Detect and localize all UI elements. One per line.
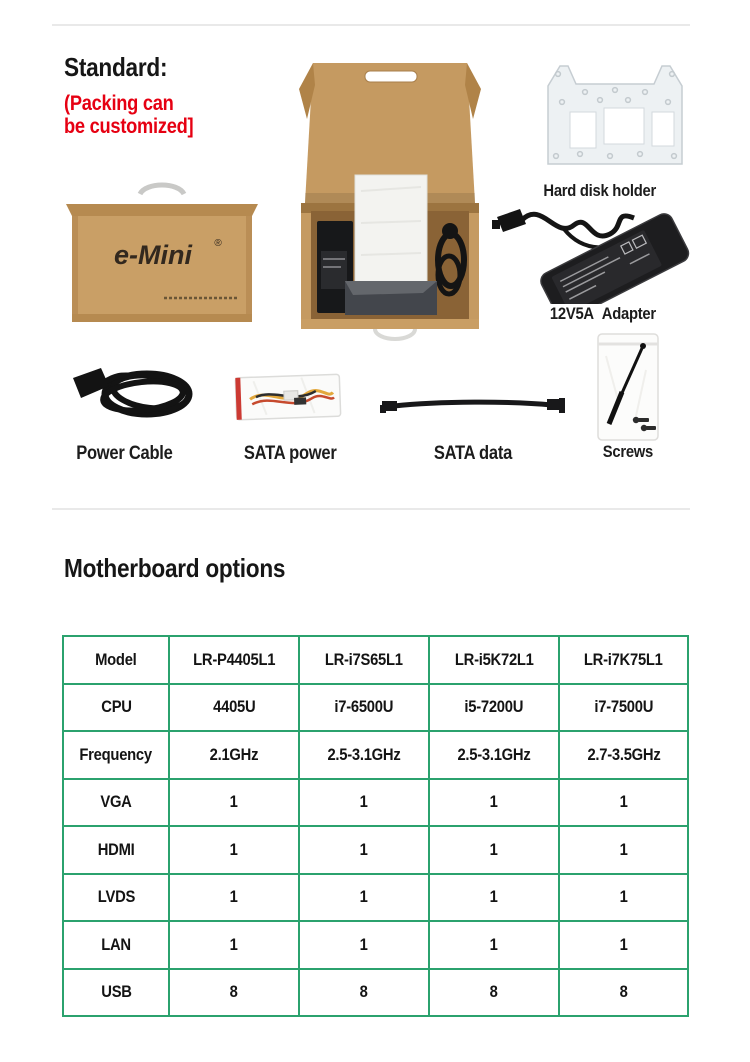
spec-row-label: VGA [63,779,169,827]
power-cable-label: Power Cable [76,443,173,464]
spec-row-cpu [63,684,688,732]
spec-value-cell: i5-7200U [429,684,559,732]
spec-table-header-row [63,636,688,684]
spec-value-cell: 1 [429,826,559,874]
sata-power-label: SATA power [244,443,337,464]
spec-row-label: HDMI [63,826,169,874]
adapter-cable [522,214,634,236]
spec-value-cell: 1 [559,921,688,969]
sata-cable [394,402,552,406]
spec-value-cell: 8 [559,969,688,1017]
spec-value-cell: 1 [169,779,299,827]
section-divider-top [52,24,690,26]
spec-value-cell: 2.5-3.1GHz [429,731,559,779]
hard-disk-holder-label: Hard disk holder [543,181,657,200]
spec-value-cell: 1 [559,874,688,922]
adapter-label: 12V5A Adapter [550,304,656,323]
lid-handle-slot [365,71,417,82]
motherboard-section-title: Motherboard options [64,553,286,583]
spec-value-cell: i7-6500U [299,684,429,732]
sata-data-photo [380,390,565,420]
spec-value-cell: 1 [169,826,299,874]
screws-photo [592,330,664,444]
spec-value-cell: 1 [429,779,559,827]
spec-value-cell: 1 [299,874,429,922]
spec-table [62,635,689,1017]
spec-value-cell: 8 [429,969,559,1017]
spec-value-cell: 1 [169,874,299,922]
spec-row-label: LVDS [63,874,169,922]
section-divider-middle [52,508,690,510]
spec-header-cell: LR-i5K72L1 [429,636,559,684]
packing-section-title: Standard: [64,52,168,82]
sata-data-label: SATA data [433,443,513,464]
spec-header-cell: LR-i7S65L1 [299,636,429,684]
adapter-photo [492,198,694,304]
spec-value-cell: 8 [169,969,299,1017]
spec-value-cell: 8 [299,969,429,1017]
spec-value-cell: i7-7500U [559,684,688,732]
spec-row-lvds [63,874,688,922]
spec-header-cell: Model [63,636,169,684]
spec-table-wrap [62,635,689,1017]
box-strap [375,329,415,339]
open-box-photo [283,55,497,343]
spec-row-hdmi [63,826,688,874]
spec-value-cell: 1 [559,826,688,874]
spec-value-cell: 1 [169,921,299,969]
spec-value-cell: 2.1GHz [169,731,299,779]
spec-value-cell: 2.5-3.1GHz [299,731,429,779]
spec-row-label: LAN [63,921,169,969]
spec-value-cell: 1 [299,779,429,827]
brand-logo: e-Mini [114,240,192,270]
brand-registered-mark: ® [214,238,222,249]
hard-disk-holder-photo [540,60,690,180]
spec-row-label: USB [63,969,169,1017]
spec-row-usb [63,969,688,1017]
spec-value-cell: 1 [559,779,688,827]
spec-row-lan [63,921,688,969]
screws-label: Screws [602,442,653,461]
spec-header-cell: LR-P4405L1 [169,636,299,684]
closed-box-photo [56,180,268,332]
sata-power-photo [232,368,347,426]
spec-value-cell: 1 [299,921,429,969]
box-handle [140,185,184,194]
power-cable-photo [65,352,215,434]
packing-note: (Packing can be customized] [64,92,194,138]
spec-row-label: Frequency [63,731,169,779]
dc-plug [497,209,526,232]
spec-value-cell: 1 [299,826,429,874]
spec-row-vga [63,779,688,827]
screws-bag [598,334,658,440]
spec-value-cell: 2.7-3.5GHz [559,731,688,779]
spec-row-frequency [63,731,688,779]
spec-header-cell: LR-i7K75L1 [559,636,688,684]
spec-value-cell: 1 [429,921,559,969]
spec-row-label: CPU [63,684,169,732]
spec-value-cell: 4405U [169,684,299,732]
spec-value-cell: 1 [429,874,559,922]
